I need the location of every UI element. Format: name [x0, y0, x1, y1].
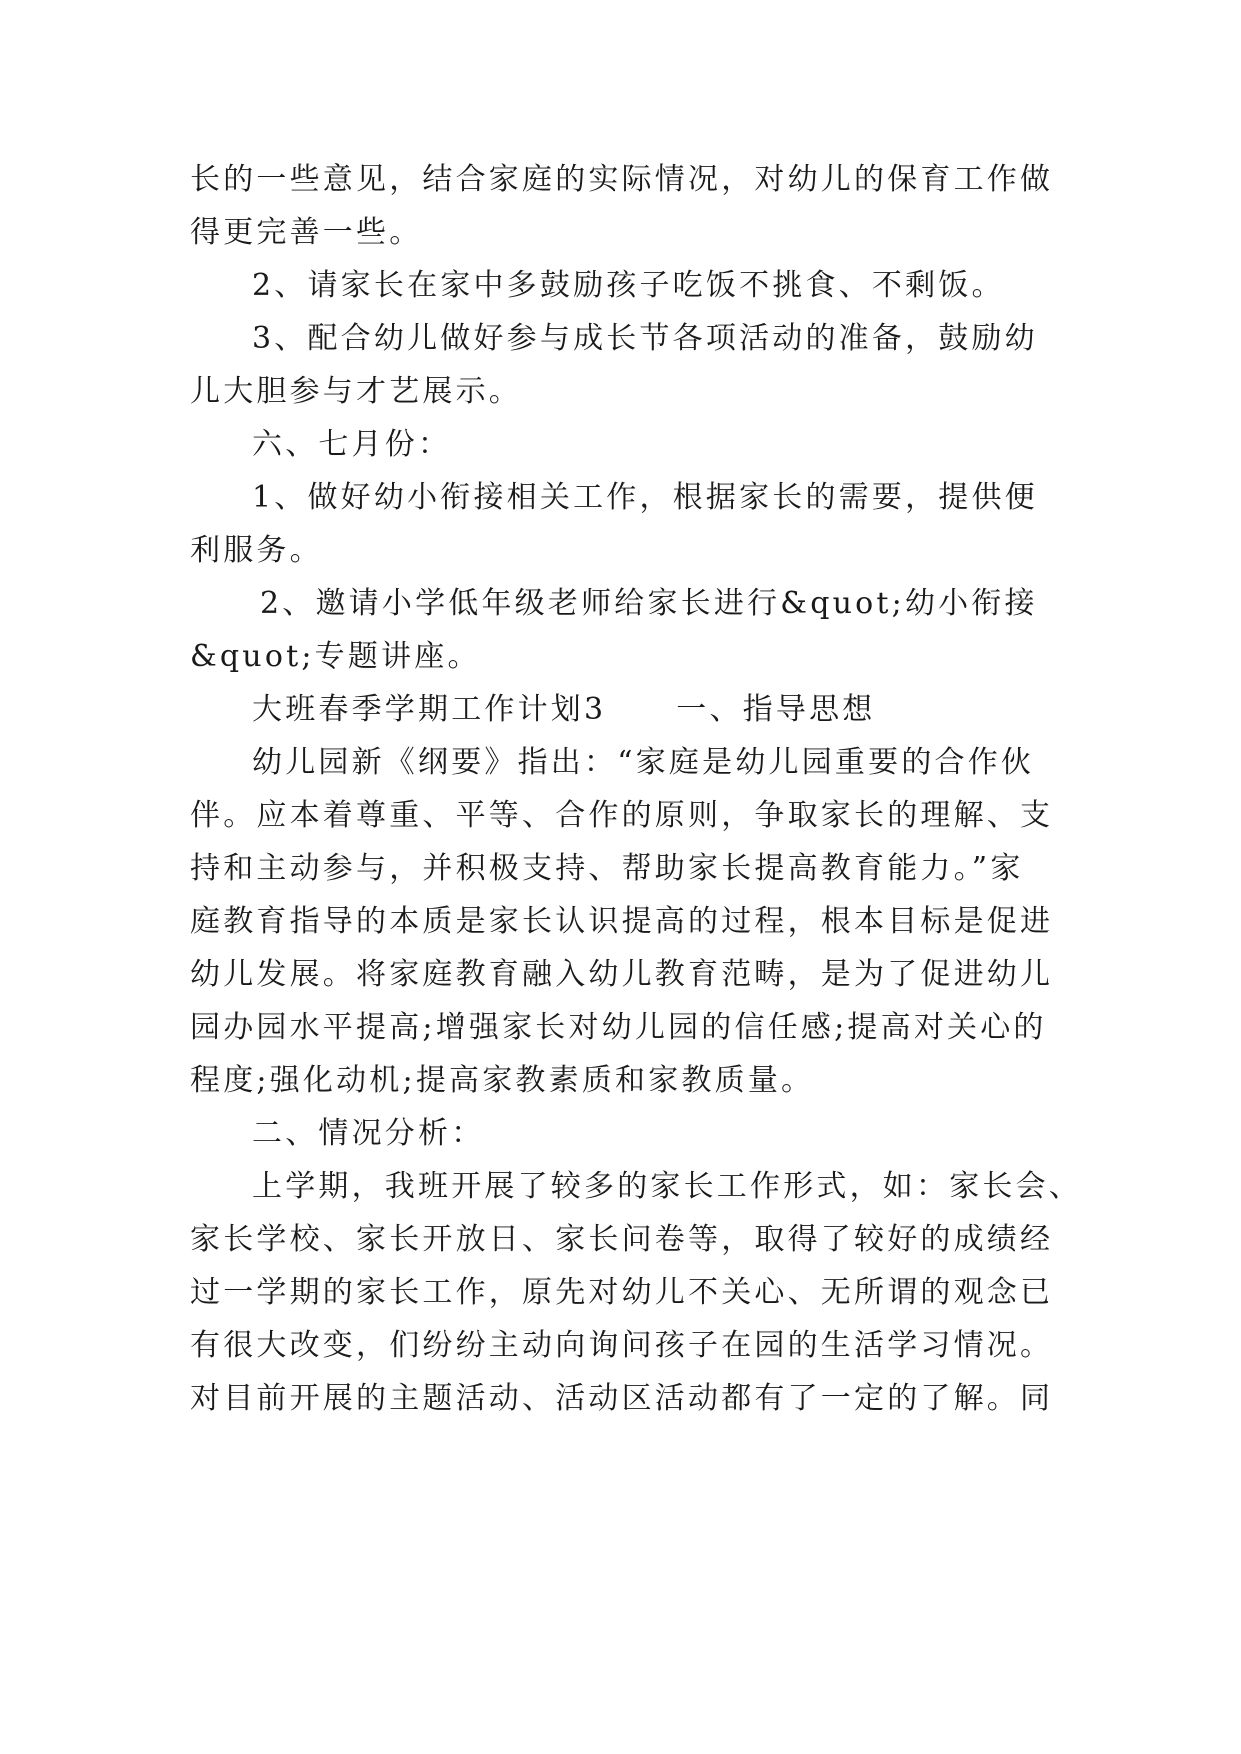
text-line: 对目前开展的主题活动、活动区活动都有了一定的了解。同: [190, 1381, 1054, 1416]
text-line: 家长学校、家长开放日、家长问卷等，取得了较好的成绩经: [190, 1222, 1054, 1257]
text-line: 儿大胆参与才艺展示。: [190, 374, 522, 409]
list-item: 1、做好幼小衔接相关工作，根据家长的需要，提供便: [252, 480, 1038, 515]
section-heading: 一、指导思想: [676, 692, 876, 727]
section-heading: 六、七月份：: [252, 427, 452, 462]
text-line: &quot;专题讲座。: [190, 639, 481, 674]
paragraph-start: 上学期，我班开展了较多的家长工作形式，如：家长会、: [252, 1169, 1082, 1204]
text-line: 利服务。: [190, 533, 323, 568]
list-item: 2、请家长在家中多鼓励孩子吃饭不挑食、不剩饭。: [252, 268, 1005, 303]
text-line: 幼儿发展。将家庭教育融入幼儿教育范畴，是为了促进幼儿: [190, 957, 1054, 992]
text-line: 持和主动参与，并积极支持、帮助家长提高教育能力。”家: [190, 851, 1024, 886]
list-item: 2、邀请小学低年级老师给家长进行&quot;幼小衔接: [260, 586, 1038, 621]
text-line: 有很大改变，们纷纷主动向询问孩子在园的生活学习情况。: [190, 1328, 1054, 1363]
document-title-line: [252, 690, 876, 730]
list-item: 3、配合幼儿做好参与成长节各项活动的准备，鼓励幼: [252, 321, 1038, 356]
text-line: 长的一些意见，结合家庭的实际情况，对幼儿的保育工作做: [190, 162, 1054, 197]
text-line: 园办园水平提高;增强家长对幼儿园的信任感;提高对关心的: [190, 1010, 1047, 1045]
section-heading: 二、情况分析：: [252, 1116, 485, 1151]
text-line: 程度;强化动机;提高家教素质和家教质量。: [190, 1063, 815, 1098]
text-line: 伴。应本着尊重、平等、合作的原则，争取家长的理解、支: [190, 798, 1054, 833]
text-line: 得更完善一些。: [190, 215, 423, 250]
text-line: 庭教育指导的本质是家长认识提高的过程，根本目标是促进: [190, 904, 1054, 939]
text-line: 过一学期的家长工作，原先对幼儿不关心、无所谓的观念已: [190, 1275, 1054, 1310]
document-title: 大班春季学期工作计划3: [252, 692, 607, 727]
paragraph-start: 幼儿园新《纲要》指出：“家庭是幼儿园重要的合作伙: [252, 745, 1035, 780]
